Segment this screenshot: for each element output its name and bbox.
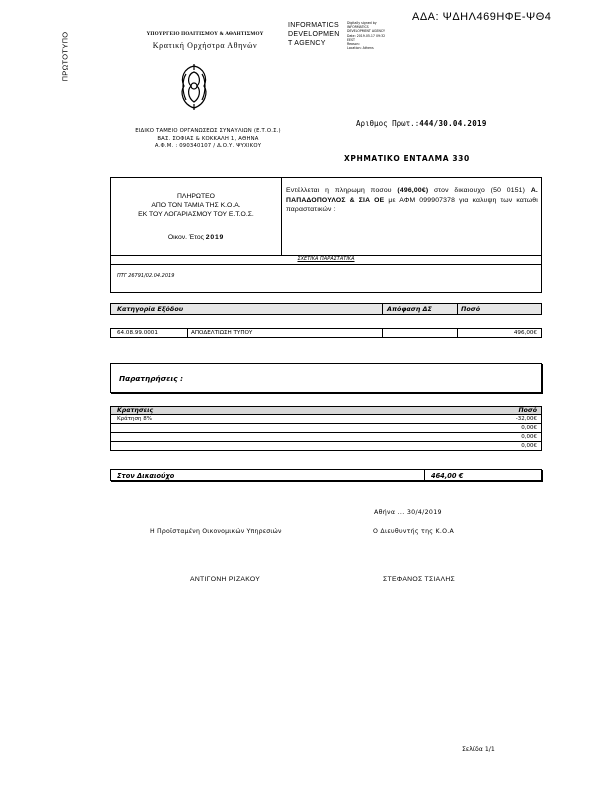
page-number: Σελίδα 1/1 — [462, 746, 495, 753]
table-row — [110, 328, 542, 338]
signature-detail: EEST — [347, 37, 355, 42]
signature-detail: Reason: — [347, 42, 360, 47]
column-header-withholding: Κρατησεις — [117, 407, 154, 414]
signatory-left-name: ΑΝΤΙΓΟΝΗ ΡΙΖΑΚΟΥ — [190, 576, 261, 583]
signature-detail: Date: 2019.05.17 09:32 — [347, 33, 386, 38]
ada-code: ΑΔΑ: ΨΔΗΛ469ΗΦΕ-ΨΘ4 — [412, 11, 552, 23]
beneficiary-afm: 099907378 — [419, 196, 456, 204]
payee-block — [111, 192, 281, 219]
order-text: για καλυψη των κατωθι παραστατικών : — [286, 196, 538, 214]
divider — [457, 329, 458, 337]
signature-detail: DEVELOPMENT AGENCY — [347, 29, 385, 34]
orchestra-logo-icon — [172, 62, 216, 112]
fiscal-year-value: 2019 — [205, 234, 225, 241]
expense-amount: 496,00€ — [513, 330, 537, 336]
protocol-label: Αριθμος Πρωτ.: — [356, 119, 420, 128]
protocol-value: 444/30.04.2019 — [419, 119, 487, 128]
issuer-block — [108, 128, 308, 151]
column-header-amount: Ποσό — [461, 305, 481, 313]
divider — [382, 304, 383, 314]
order-text: στον δικαιουχο — [434, 187, 485, 194]
issuer-tax-id: Α.Φ.Μ. : 090340107 / Δ.Ο.Υ. ΨΥΧΙΚΟΥ — [154, 143, 262, 150]
withholdings-table — [110, 406, 542, 451]
divider — [110, 314, 542, 315]
withholding-name: Κράτηση 8% — [117, 416, 152, 422]
signatory-right-name: ΣΤΕΦΑΝΟΣ ΤΣΙΑΛΗΣ — [383, 576, 456, 583]
beneficiary-code: (50 0151) — [490, 187, 526, 194]
related-documents-title: ΣΧΕΤΙΚΑ ΠΑΡΑΣΤΑΤΙΚΑ — [297, 256, 355, 262]
table-row — [110, 424, 542, 433]
net-amount-value: 464,00 € — [431, 471, 464, 480]
orchestra-name: Κρατική Ορχήστρα Αθηνών — [152, 41, 258, 50]
payee-line: ΑΠΟ ΤΟΝ ΤΑΜΙΑ ΤΗΣ Κ.Ο.Α. — [151, 202, 241, 209]
payee-line: ΠΛΗΡΩΤΕΟ — [177, 193, 215, 200]
signature-name-line3: T AGENCY — [288, 40, 326, 47]
withholding-amount: 0,00€ — [521, 443, 537, 449]
divider — [111, 264, 541, 265]
order-amount: (496,00€) — [397, 187, 429, 194]
expense-code: 64.08.99.0001 — [117, 330, 158, 336]
table-row — [110, 433, 542, 442]
divider — [457, 304, 458, 314]
net-amount-box — [110, 469, 542, 481]
signature-detail: Digitally signed by — [347, 21, 377, 25]
divider — [382, 329, 383, 337]
payment-order-box — [110, 177, 542, 293]
digital-signature-details — [347, 21, 407, 50]
signature-name-line2: DEVELOPMEN — [288, 31, 340, 38]
divider — [187, 329, 188, 337]
signature-detail: INFORMATICS — [347, 25, 369, 30]
withholding-amount: 0,00€ — [521, 434, 537, 440]
document-title: ΧΡΗΜΑΤΙΚΟ ΕΝΤΑΛΜΑ 330 — [344, 154, 470, 163]
payment-order-text — [286, 186, 538, 215]
order-text: Εντέλλεται η πληρωμη ποσου — [286, 187, 392, 194]
signatory-left-title: Η Προϊσταμένη Οικονομικών Υπηρεσιών — [150, 528, 282, 535]
beneficiary-name: Α. ΠΑΠΑΔΟΠΟΥΛΟΣ & ΣΙΑ ΟΕ — [286, 187, 539, 204]
ministry-name: ΥΠΟΥΡΓΕΙΟ ΠΟΛΙΤΙΣΜΟΥ & ΑΘΛΗΤΙΣΜΟΥ — [146, 31, 264, 37]
place-date: Αθήνα ... 30/4/2019 — [374, 509, 442, 516]
expense-table-header — [110, 303, 542, 314]
withholding-amount: 0,00€ — [521, 425, 537, 431]
table-row — [110, 415, 542, 424]
withholdings-header — [110, 406, 542, 415]
order-text: με ΑΦΜ — [388, 196, 416, 204]
net-amount-label: Στον Δικαιούχο — [117, 471, 175, 480]
digital-signature-name — [288, 21, 348, 48]
issuer-address: ΒΑΣ. ΣΟΦΙΑΣ & ΚΟΚΚΑΛΗ 1, ΑΘΗΝΑ — [157, 135, 259, 142]
expense-description: ΑΠΟΔΕΛΤΙΩΣΗ ΤΥΠΟΥ — [191, 330, 253, 336]
original-label: ΠΡΩΤΟΤΥΠΟ — [60, 31, 70, 82]
column-header-amount: Ποσό — [518, 407, 537, 414]
withholding-amount: -32,00€ — [515, 416, 537, 422]
remarks-label: Παρατηρήσεις : — [119, 374, 183, 383]
issuer-name: ΕΙΔΙΚΟ ΤΑΜΕΙΟ ΟΡΓΑΝΩΣΕΩΣ ΣΥΝΑΥΛΙΩΝ (Ε.Τ.Ο.Σ.) — [135, 128, 281, 134]
column-header-category: Κατηγορία Εξόδου — [117, 305, 184, 313]
fiscal-year — [111, 234, 281, 241]
signature-detail: Location: Athens — [347, 46, 374, 51]
fiscal-year-label: Οικον. Έτος — [167, 234, 204, 241]
payee-line: ΕΚ ΤΟΥ ΛΟΓΑΡΙΑΣΜΟΥ ΤΟΥ Ε.Τ.Ο.Σ. — [138, 211, 254, 218]
column-header-decision: Απόφαση ΔΣ — [387, 305, 432, 313]
table-row — [110, 442, 542, 451]
related-document: ΠΤΓ 26791/02.04.2019 — [117, 273, 175, 279]
signatory-right-title: Ο Διευθυντής της Κ.Ο.Α — [373, 528, 455, 535]
remarks-box — [110, 363, 542, 393]
divider — [424, 470, 425, 480]
signature-name-line1: INFORMATICS — [288, 22, 340, 29]
expense-table — [110, 303, 542, 338]
original-stamp — [58, 28, 72, 94]
divider — [281, 178, 282, 255]
protocol-number — [356, 119, 487, 128]
